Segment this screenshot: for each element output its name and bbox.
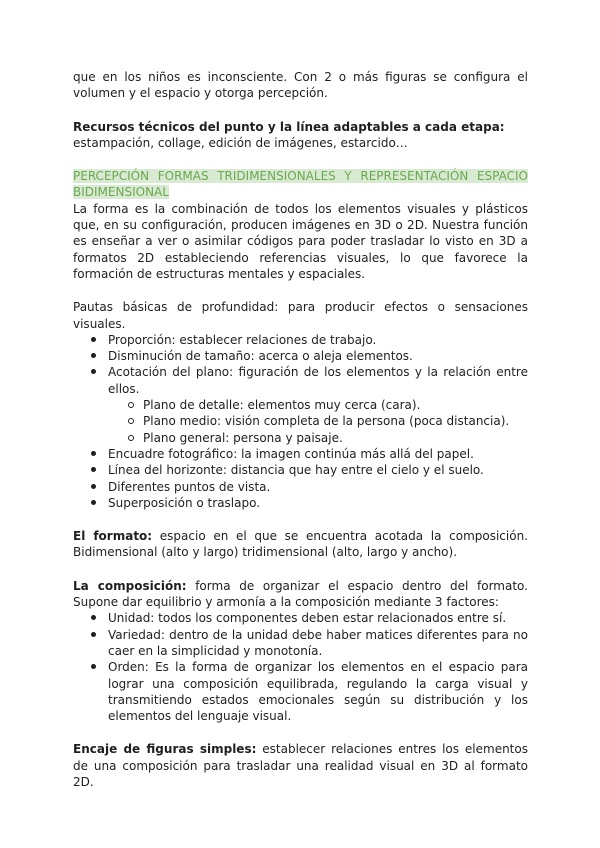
encaje-title: Encaje de figuras simples:	[73, 742, 257, 757]
list-item: Diferentes puntos de vista.	[73, 479, 528, 495]
pautas-list	[73, 332, 528, 511]
list-item: Proporción: establecer relaciones de trabajo.	[73, 332, 528, 348]
page-content	[73, 69, 528, 790]
formato-text: espacio en el que se encuentra acotada la composición. Bidimensional (alto y largo) tridimensional (alto, largo y ancho).	[73, 529, 528, 560]
recursos-text: estampación, collage, edición de imágenes, estarcido…	[73, 135, 408, 150]
recursos-title: Recursos técnicos del punto y la línea adaptables a cada etapa:	[73, 119, 505, 134]
percepcion-paragraph: La forma es la combinación de todos los elementos visuales y plásticos que, en su configuración, producen imágenes en 3D o 2D. Nuestra función es enseñar a ver o asimilar códigos para poder trasladar lo visto en 3D a formatos 2D estableciendo referencias visuales, lo que favorece la formación de estructuras mentales y espaciales.	[73, 201, 528, 281]
list-item	[73, 364, 528, 445]
list-item-text: Acotación del plano: figuración de los elementos y la relación entre ellos.	[108, 365, 528, 396]
sublist-item: Plano medio: visión completa de la persona (poca distancia).	[113, 413, 528, 429]
formato-paragraph	[73, 528, 528, 561]
composicion-text: forma de organizar el espacio dentro del formato. Supone dar equilibrio y armonía a la composición mediante 3 factores:	[73, 578, 528, 610]
composicion-title: La composición:	[73, 578, 187, 593]
list-item: Línea del horizonte: distancia que hay entre el cielo y el suelo.	[73, 462, 528, 478]
composicion-list	[73, 610, 528, 724]
pautas-sublist	[113, 397, 528, 446]
encaje-text: establecer relaciones entres los elementos de una composición para trasladar una realidad visual en 3D al formato 2D.	[73, 742, 528, 789]
percepcion-heading-text: PERCEPCIÓN FORMAS TRIDIMENSIONALES Y REPRESENTACIÓN ESPACIO BIDIMENSIONAL	[73, 169, 528, 200]
sublist-item: Plano general: persona y paisaje.	[113, 430, 528, 446]
list-item: Variedad: dentro de la unidad debe haber matices diferentes para no caer en la simplicidad y monotonía.	[73, 627, 528, 660]
list-item: Disminución de tamaño: acerca o aleja elementos.	[73, 348, 528, 364]
formato-title: El formato:	[73, 529, 153, 544]
list-item: Superposición o traslapo.	[73, 495, 528, 511]
percepcion-heading	[73, 168, 528, 201]
sublist-item: Plano de detalle: elementos muy cerca (cara).	[113, 397, 528, 413]
list-item: Orden: Es la forma de organizar los elementos en el espacio para lograr una composición equilibrada, regulando la carga visual y transmitiendo estados emocionales según su distribución y los elementos del lenguaje visual.	[73, 659, 528, 724]
list-item: Unidad: todos los componentes deben estar relacionados entre sí.	[73, 610, 528, 626]
intro-paragraph: que en los niños es inconsciente. Con 2 o más figuras se configura el volumen y el espacio y otorga percepción.	[73, 70, 528, 101]
encaje-paragraph	[73, 741, 528, 790]
composicion-paragraph	[73, 578, 528, 611]
list-item: Encuadre fotográfico: la imagen continúa más allá del papel.	[73, 446, 528, 462]
pautas-intro: Pautas básicas de profundidad: para producir efectos o sensaciones visuales.	[73, 300, 528, 331]
